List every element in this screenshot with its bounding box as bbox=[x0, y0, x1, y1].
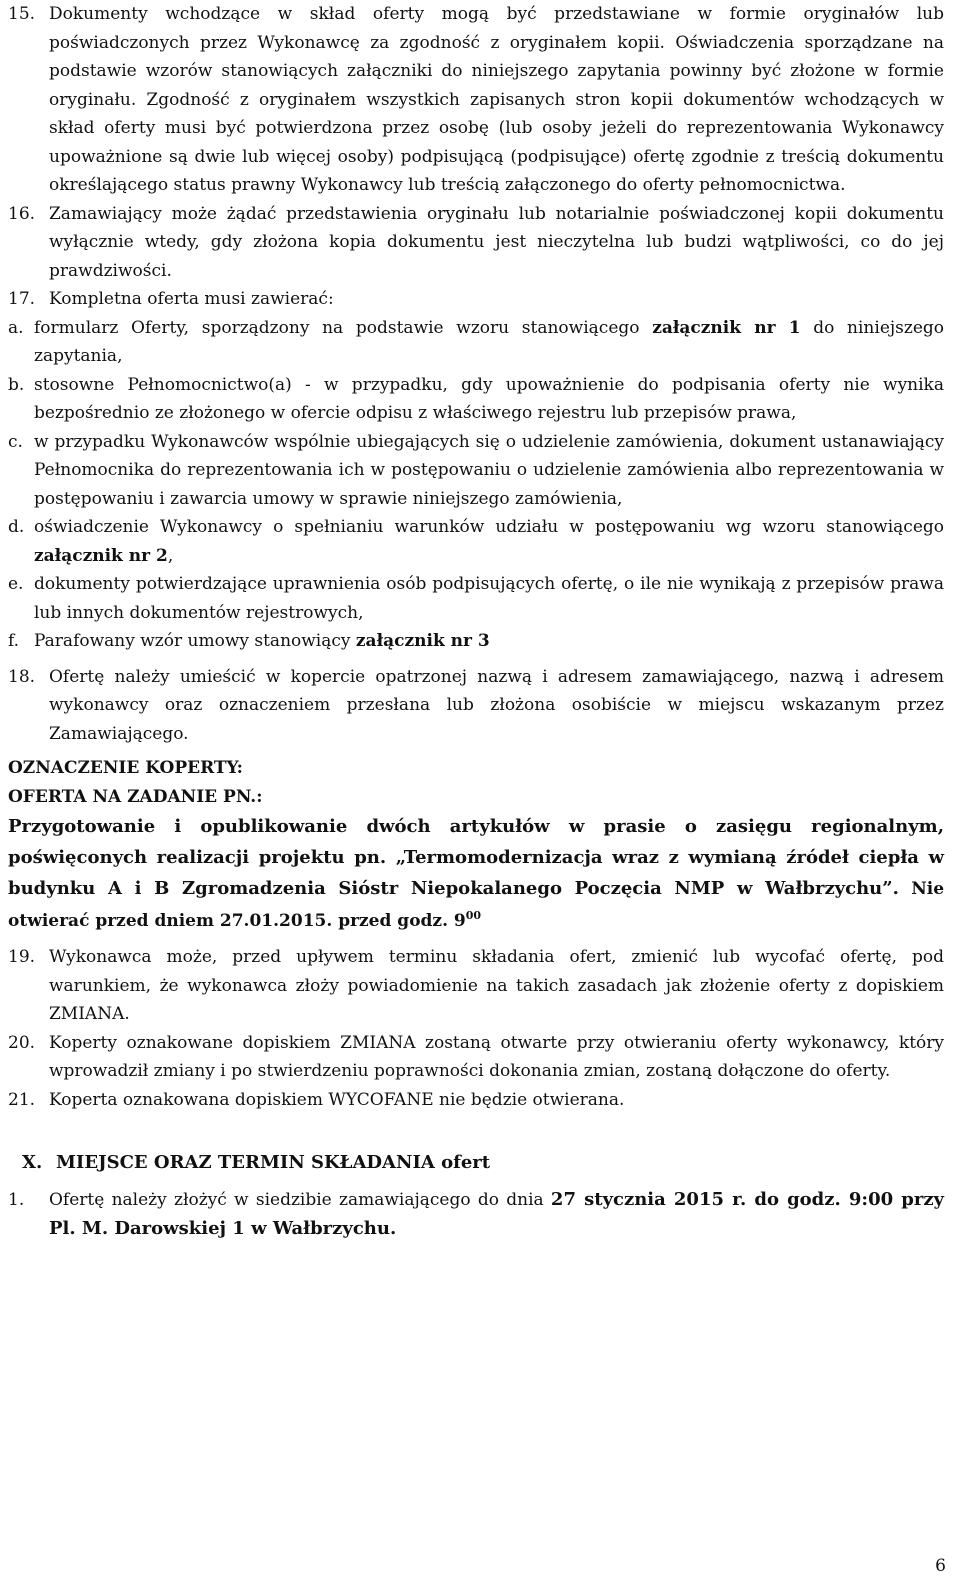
item-text: Zamawiający może żądać przedstawienia oryginału lub notarialnie poświadczonej kopii dokumentu wyłącznie wtedy, gdy złożona kopia dokumentu jest nieczytelna lub budzi wątpliwości, co do jej prawdziwości. bbox=[49, 203, 944, 281]
list-item-16 bbox=[8, 200, 944, 286]
item-text: Dokumenty wchodzące w skład oferty mogą być przedstawiane w formie oryginałów lub poświadczonych przez Wykonawcę za zgodność z oryginałem kopii. Oświadczenia sporządzane na podstawie wzorów stanowiących załączniki do niniejszego zapytania powinny być złożone w formie oryginału. Zgodność z oryginałem wszystkich zapisanych stron kopii dokumentów wchodzących w skład oferty musi być potwierdzona przez osobę (lub osoby jeżeli do reprezentowania Wykonawcy upoważnione są dwie lub więcej osoby) podpisującą (podpisujące) ofertę zgodnie z treścią dokumentu określającego status prawny Wykonawcy lub treścią załączonego do oferty pełnomocnictwa. bbox=[49, 4, 944, 195]
subitem-f bbox=[8, 627, 944, 656]
opening-notice-minutes: 00 bbox=[465, 909, 482, 922]
item-number: 1. bbox=[8, 1190, 25, 1210]
subitem-text: , bbox=[167, 545, 174, 566]
project-title: Przygotowanie i opublikowanie dwóch artykułów w prasie o zasięgu regionalnym, poświęconych realizacji projektu pn. „Termomodernizacja wraz z wymianą źródeł ciepła w budynku A i B Zgromadzenia Sióstr Niepokalanego Poczęcia NMP w Wałbrzychu”. bbox=[8, 816, 944, 899]
item-number: 18. bbox=[8, 666, 36, 687]
list-item-20 bbox=[8, 1029, 944, 1086]
page-number: 6 bbox=[935, 1556, 946, 1576]
item-text: Ofertę należy złożyć w siedzibie zamawiającego do dnia bbox=[49, 1190, 551, 1210]
list-item-21 bbox=[8, 1086, 944, 1115]
deadline-text: 27 stycznia 2015 r. do godz. 9:00 przy Pl. M. Darowskiej 1 w Wałbrzychu. bbox=[49, 1189, 944, 1239]
final-item-1 bbox=[8, 1186, 944, 1243]
item-text: Koperta oznakowana dopiskiem WYCOFANE nie będzie otwierana. bbox=[49, 1089, 625, 1110]
subitem-d bbox=[8, 513, 944, 570]
attachment-reference: załącznik nr 2 bbox=[34, 545, 168, 566]
subitem-label: e. bbox=[8, 574, 24, 594]
item-number: 15. bbox=[8, 4, 36, 24]
document-body bbox=[8, 0, 944, 1243]
opening-notice: Nie otwierać przed dniem 27.01.2015. przed godz. 9 bbox=[8, 879, 945, 931]
subitem-a bbox=[8, 314, 944, 371]
item-text: Ofertę należy umieścić w kopercie opatrzonej nazwą i adresem zamawiającego, nazwą i adresem wykonawcy oraz oznaczeniem przesłana lub złożona osobiście w miejscu wskazanym przez Zamawiającego. bbox=[49, 666, 944, 744]
subitem-e bbox=[8, 570, 944, 627]
item-number: 16. bbox=[8, 203, 36, 224]
list-item-19 bbox=[8, 943, 944, 1029]
item-text: Kompletna oferta musi zawierać: bbox=[49, 289, 334, 309]
list-item-15 bbox=[8, 0, 944, 200]
subitem-text: w przypadku Wykonawców wspólnie ubiegających się o udzielenie zamówienia, dokument ustanawiający Pełnomocnika do reprezentowania ich w postępowaniu o udzielenie zamówienia albo reprezentowania w postępowaniu i zawarcia umowy w sprawie niniejszego zamówienia, bbox=[34, 431, 944, 509]
subitem-text: stosowne Pełnomocnictwo(a) - w przypadku, gdy upoważnienie do podpisania oferty nie wynika bezpośrednio ze złożonego w ofercie odpisu z właściwego rejestru lub przepisów prawa, bbox=[34, 374, 944, 423]
section-heading bbox=[8, 1148, 944, 1178]
section-title: MIEJSCE ORAZ TERMIN SKŁADANIA ofert bbox=[56, 1152, 491, 1173]
subitem-label: b. bbox=[8, 374, 25, 395]
section-number: X. bbox=[22, 1152, 43, 1173]
subitem-label: f. bbox=[8, 631, 20, 651]
envelope-subheading: OFERTA NA ZADANIE PN.: bbox=[8, 786, 263, 807]
envelope-heading: OZNACZENIE KOPERTY: bbox=[8, 758, 243, 778]
subitem-text: oświadczenie Wykonawcy o spełnianiu warunków udziału w postępowaniu wg wzoru stanowiącego bbox=[34, 517, 944, 537]
attachment-reference: załącznik nr 3 bbox=[355, 631, 490, 651]
subitem-label: d. bbox=[8, 517, 25, 537]
subitem-text: Parafowany wzór umowy stanowiący bbox=[34, 631, 356, 651]
subitem-text: formularz Oferty, sporządzony na podstawie wzoru stanowiącego bbox=[34, 317, 653, 338]
subitem-text: do niniejszego zapytania, bbox=[34, 317, 945, 366]
item-number: 20. bbox=[8, 1032, 36, 1053]
item-text: Koperty oznakowane dopiskiem ZMIANA zostaną otwarte przy otwieraniu oferty wykonawcy, który wprowadził zmiany i po stwierdzeniu poprawności dokonania zmian, zostaną dołączone do oferty. bbox=[49, 1032, 944, 1081]
subitem-c bbox=[8, 428, 944, 514]
envelope-title bbox=[8, 811, 944, 937]
list-item-18 bbox=[8, 663, 944, 749]
attachment-reference: załącznik nr 1 bbox=[652, 317, 801, 338]
item-number: 21. bbox=[8, 1089, 36, 1110]
subitem-b bbox=[8, 371, 944, 428]
subitem-label: a. bbox=[8, 317, 24, 338]
item-text: Wykonawca może, przed upływem terminu składania ofert, zmienić lub wycofać ofertę, pod warunkiem, że wykonawca złoży powiadomienie na takich zasadach jak złożenie oferty z dopiskiem ZMIANA. bbox=[49, 947, 944, 1024]
item-number: 19. bbox=[8, 947, 36, 967]
subitem-label: c. bbox=[8, 431, 23, 452]
subitem-text: dokumenty potwierdzające uprawnienia osób podpisujących ofertę, o ile nie wynikają z przepisów prawa lub innych dokumentów rejestrowych, bbox=[34, 574, 944, 623]
list-item-17 bbox=[8, 285, 944, 314]
item-number: 17. bbox=[8, 289, 36, 309]
